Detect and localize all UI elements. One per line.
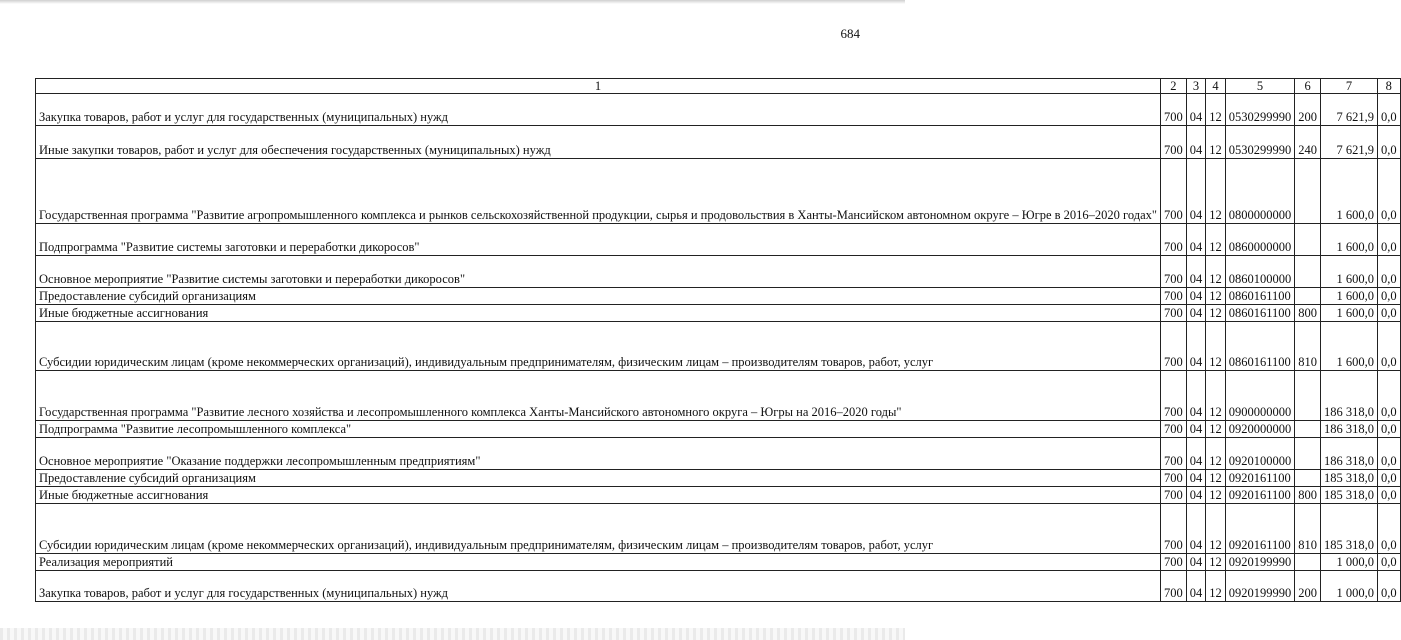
- table-row: [36, 504, 1401, 554]
- cell-c7: 1 600,0: [1320, 288, 1377, 305]
- cell-c8: 0,0: [1377, 421, 1400, 438]
- cell-c7: 186 318,0: [1320, 438, 1377, 470]
- cell-c5: 0920199990: [1225, 571, 1295, 602]
- column-header-1: 1: [36, 79, 1161, 94]
- cell-c7: 7 621,9: [1320, 126, 1377, 159]
- table-row: [36, 159, 1401, 224]
- row-name: Иные бюджетные ассигнования: [36, 487, 1161, 504]
- cell-c4: 12: [1206, 256, 1226, 288]
- cell-c3: 04: [1186, 94, 1206, 126]
- cell-c3: 04: [1186, 438, 1206, 470]
- cell-c8: 0,0: [1377, 571, 1400, 602]
- cell-c2: 700: [1160, 371, 1186, 421]
- row-name: Основное мероприятие "Развитие системы заготовки и переработки дикоросов": [36, 256, 1161, 288]
- cell-c3: 04: [1186, 554, 1206, 571]
- cell-c2: 700: [1160, 94, 1186, 126]
- cell-c5: 0920100000: [1225, 438, 1295, 470]
- cell-c5: 0920161100: [1225, 504, 1295, 554]
- table-row: [36, 288, 1401, 305]
- cell-c4: 12: [1206, 94, 1226, 126]
- cell-c6: 200: [1295, 571, 1321, 602]
- cell-c3: 04: [1186, 288, 1206, 305]
- cell-c2: 700: [1160, 159, 1186, 224]
- cell-c4: 12: [1206, 159, 1226, 224]
- cell-c7: 7 621,9: [1320, 94, 1377, 126]
- cell-c8: 0,0: [1377, 224, 1400, 256]
- cell-c8: 0,0: [1377, 470, 1400, 487]
- budget-table: [35, 78, 1401, 602]
- table-row: [36, 94, 1401, 126]
- cell-c6: [1295, 224, 1321, 256]
- cell-c6: 810: [1295, 504, 1321, 554]
- cell-c7: 185 318,0: [1320, 504, 1377, 554]
- cell-c6: 800: [1295, 305, 1321, 322]
- cell-c4: 12: [1206, 504, 1226, 554]
- column-header-7: 7: [1320, 79, 1377, 94]
- cell-c6: 800: [1295, 487, 1321, 504]
- row-name: Иные закупки товаров, работ и услуг для обеспечения государственных (муниципальных) нужд: [36, 126, 1161, 159]
- cell-c7: 186 318,0: [1320, 371, 1377, 421]
- table-row: [36, 305, 1401, 322]
- row-name: Государственная программа "Развитие лесного хозяйства и лесопромышленного комплекса Ханты-Мансийского автономного округа – Югры на 2016–2020 годы": [36, 371, 1161, 421]
- cell-c5: 0920161100: [1225, 470, 1295, 487]
- page-number: 684: [840, 26, 860, 41]
- cell-c6: 240: [1295, 126, 1321, 159]
- column-header-5: 5: [1225, 79, 1295, 94]
- cell-c4: 12: [1206, 371, 1226, 421]
- row-name: Реализация мероприятий: [36, 554, 1161, 571]
- row-name: Иные бюджетные ассигнования: [36, 305, 1161, 322]
- table-row: [36, 421, 1401, 438]
- cell-c4: 12: [1206, 438, 1226, 470]
- cell-c2: 700: [1160, 126, 1186, 159]
- cell-c5: 0920199990: [1225, 554, 1295, 571]
- cell-c4: 12: [1206, 487, 1226, 504]
- table-row: [36, 322, 1401, 371]
- row-name: Подпрограмма "Развитие лесопромышленного комплекса": [36, 421, 1161, 438]
- cell-c7: 186 318,0: [1320, 421, 1377, 438]
- cell-c2: 700: [1160, 554, 1186, 571]
- cell-c3: 04: [1186, 504, 1206, 554]
- row-name: Закупка товаров, работ и услуг для государственных (муниципальных) нужд: [36, 571, 1161, 602]
- cell-c2: 700: [1160, 438, 1186, 470]
- cell-c8: 0,0: [1377, 487, 1400, 504]
- cell-c6: [1295, 421, 1321, 438]
- cell-c4: 12: [1206, 554, 1226, 571]
- cell-c3: 04: [1186, 571, 1206, 602]
- cell-c2: 700: [1160, 288, 1186, 305]
- cell-c3: 04: [1186, 371, 1206, 421]
- cell-c4: 12: [1206, 305, 1226, 322]
- scan-edge-top: [0, 0, 905, 4]
- table-row: [36, 438, 1401, 470]
- cell-c2: 700: [1160, 470, 1186, 487]
- cell-c4: 12: [1206, 470, 1226, 487]
- cell-c8: 0,0: [1377, 256, 1400, 288]
- cell-c6: 200: [1295, 94, 1321, 126]
- cell-c5: 0530299990: [1225, 94, 1295, 126]
- cell-c7: 1 600,0: [1320, 159, 1377, 224]
- cell-c8: 0,0: [1377, 438, 1400, 470]
- column-header-8: 8: [1377, 79, 1400, 94]
- column-header-2: 2: [1160, 79, 1186, 94]
- cell-c2: 700: [1160, 322, 1186, 371]
- row-name: Закупка товаров, работ и услуг для государственных (муниципальных) нужд: [36, 94, 1161, 126]
- cell-c7: 1 600,0: [1320, 322, 1377, 371]
- cell-c7: 1 600,0: [1320, 224, 1377, 256]
- cell-c4: 12: [1206, 571, 1226, 602]
- cell-c6: [1295, 288, 1321, 305]
- cell-c8: 0,0: [1377, 288, 1400, 305]
- cell-c7: 185 318,0: [1320, 470, 1377, 487]
- cell-c6: [1295, 438, 1321, 470]
- cell-c6: [1295, 470, 1321, 487]
- cell-c8: 0,0: [1377, 322, 1400, 371]
- cell-c6: [1295, 371, 1321, 421]
- cell-c8: 0,0: [1377, 94, 1400, 126]
- cell-c3: 04: [1186, 126, 1206, 159]
- cell-c3: 04: [1186, 421, 1206, 438]
- table-row: [36, 487, 1401, 504]
- table-row: [36, 470, 1401, 487]
- cell-c4: 12: [1206, 322, 1226, 371]
- row-name: Предоставление субсидий организациям: [36, 470, 1161, 487]
- cell-c8: 0,0: [1377, 554, 1400, 571]
- table-row: [36, 224, 1401, 256]
- cell-c7: 1 600,0: [1320, 256, 1377, 288]
- cell-c5: 0860000000: [1225, 224, 1295, 256]
- cell-c6: [1295, 159, 1321, 224]
- cell-c2: 700: [1160, 504, 1186, 554]
- cell-c3: 04: [1186, 470, 1206, 487]
- column-header-4: 4: [1206, 79, 1226, 94]
- cell-c5: 0800000000: [1225, 159, 1295, 224]
- table-header-row: [36, 79, 1401, 94]
- cell-c3: 04: [1186, 305, 1206, 322]
- cell-c5: 0920161100: [1225, 487, 1295, 504]
- cell-c3: 04: [1186, 322, 1206, 371]
- cell-c2: 700: [1160, 571, 1186, 602]
- cell-c2: 700: [1160, 421, 1186, 438]
- column-header-3: 3: [1186, 79, 1206, 94]
- row-name: Государственная программа "Развитие агропромышленного комплекса и рынков сельскохозяйственной продукции, сырья и продовольствия в Ханты-Мансийском автономном округе – Югре в 2016–2020 годах": [36, 159, 1161, 224]
- row-name: Субсидии юридическим лицам (кроме некоммерческих организаций), индивидуальным предпринимателям, физическим лицам – производителям товаров, работ, услуг: [36, 322, 1161, 371]
- table-row: [36, 126, 1401, 159]
- cell-c5: 0900000000: [1225, 371, 1295, 421]
- cell-c2: 700: [1160, 256, 1186, 288]
- cell-c3: 04: [1186, 487, 1206, 504]
- cell-c8: 0,0: [1377, 305, 1400, 322]
- cell-c8: 0,0: [1377, 159, 1400, 224]
- cell-c2: 700: [1160, 305, 1186, 322]
- row-name: Предоставление субсидий организациям: [36, 288, 1161, 305]
- cell-c5: 0860161100: [1225, 288, 1295, 305]
- table-row: [36, 554, 1401, 571]
- cell-c8: 0,0: [1377, 126, 1400, 159]
- cell-c6: [1295, 256, 1321, 288]
- cell-c6: [1295, 554, 1321, 571]
- cell-c4: 12: [1206, 421, 1226, 438]
- cell-c4: 12: [1206, 288, 1226, 305]
- table-row: [36, 571, 1401, 602]
- cell-c5: 0860100000: [1225, 256, 1295, 288]
- cell-c5: 0530299990: [1225, 126, 1295, 159]
- column-header-6: 6: [1295, 79, 1321, 94]
- cell-c8: 0,0: [1377, 371, 1400, 421]
- cell-c3: 04: [1186, 256, 1206, 288]
- cell-c7: 1 600,0: [1320, 305, 1377, 322]
- table-row: [36, 371, 1401, 421]
- row-name: Основное мероприятие "Оказание поддержки лесопромышленным предприятиям": [36, 438, 1161, 470]
- cell-c7: 185 318,0: [1320, 487, 1377, 504]
- cell-c7: 1 000,0: [1320, 554, 1377, 571]
- cell-c2: 700: [1160, 224, 1186, 256]
- table-body: [36, 94, 1401, 602]
- cell-c5: 0920000000: [1225, 421, 1295, 438]
- cell-c2: 700: [1160, 487, 1186, 504]
- row-name: Подпрограмма "Развитие системы заготовки и переработки дикоросов": [36, 224, 1161, 256]
- cell-c4: 12: [1206, 224, 1226, 256]
- cell-c3: 04: [1186, 224, 1206, 256]
- cell-c5: 0860161100: [1225, 322, 1295, 371]
- cell-c3: 04: [1186, 159, 1206, 224]
- table-row: [36, 256, 1401, 288]
- cell-c6: 810: [1295, 322, 1321, 371]
- cell-c7: 1 000,0: [1320, 571, 1377, 602]
- row-name: Субсидии юридическим лицам (кроме некоммерческих организаций), индивидуальным предпринимателям, физическим лицам – производителям товаров, работ, услуг: [36, 504, 1161, 554]
- scan-edge-bottom: [0, 628, 905, 640]
- cell-c5: 0860161100: [1225, 305, 1295, 322]
- cell-c8: 0,0: [1377, 504, 1400, 554]
- cell-c4: 12: [1206, 126, 1226, 159]
